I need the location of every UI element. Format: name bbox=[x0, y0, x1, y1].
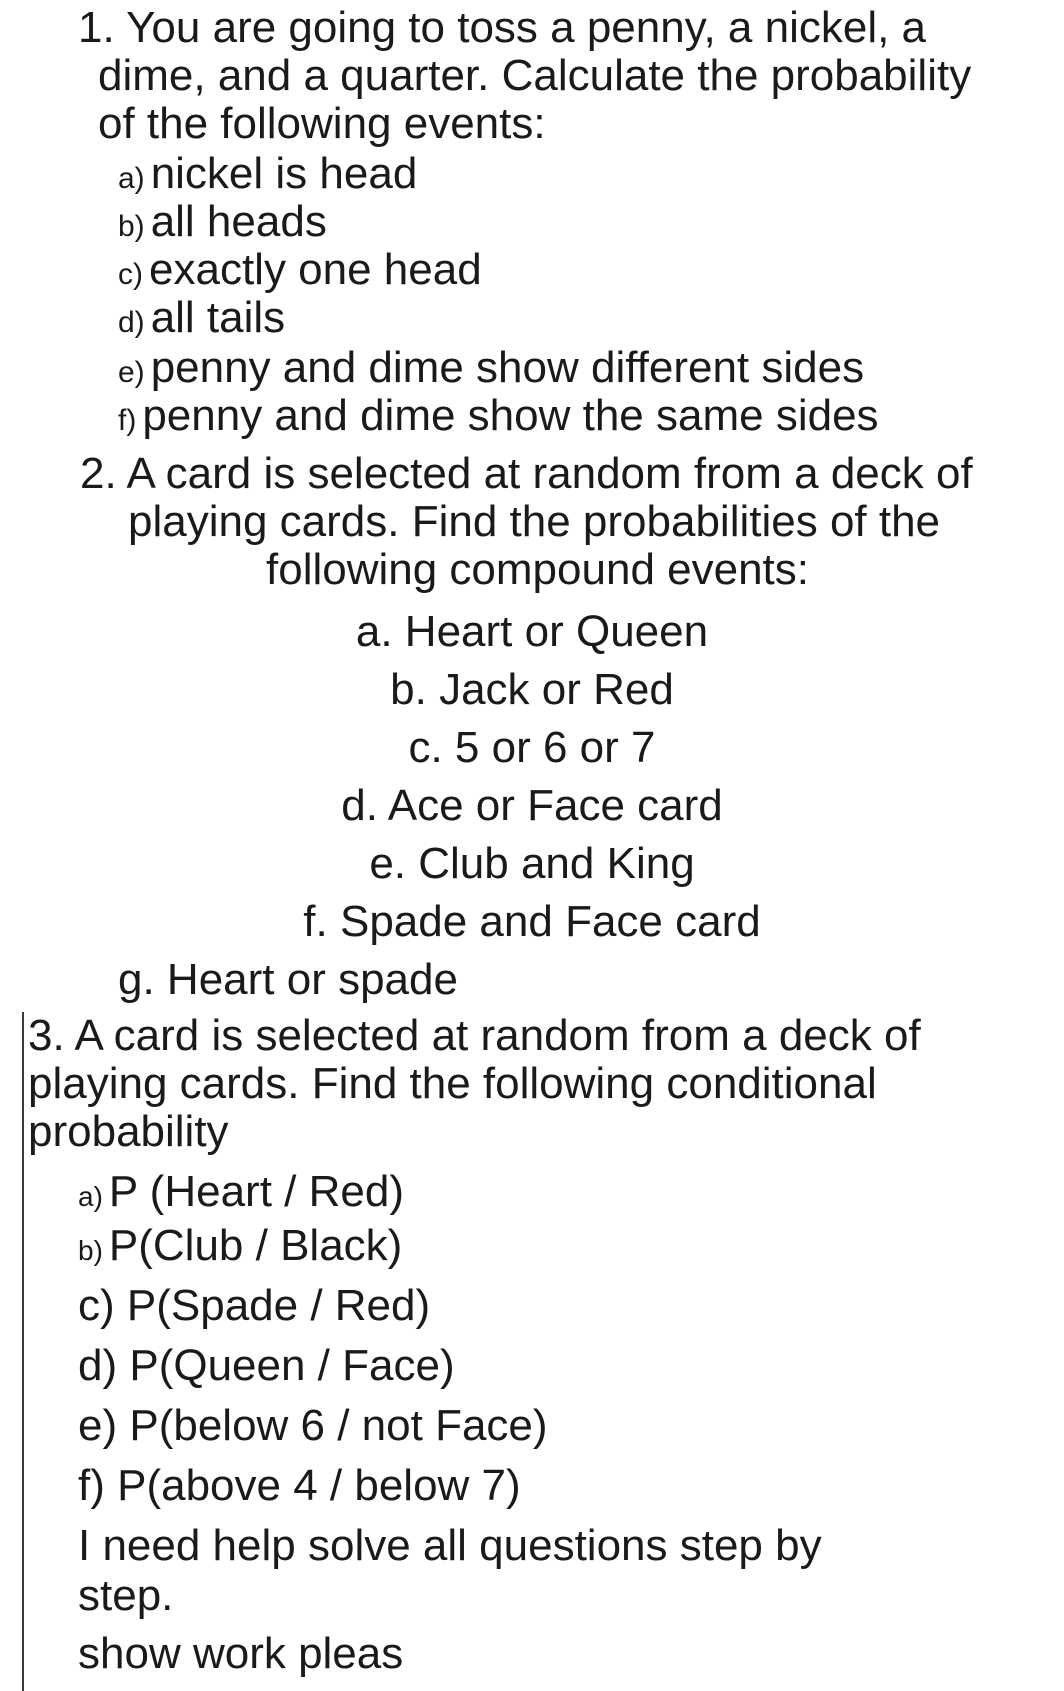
q1-item-e bbox=[118, 343, 865, 392]
q2-item-b: b. Jack or Red bbox=[390, 665, 674, 714]
q3-item-e: e) P(below 6 / not Face) bbox=[78, 1401, 548, 1450]
q2-line-1: 2. A card is selected at random from a deck of bbox=[80, 449, 973, 498]
q3-item-f: f) P(above 4 / below 7) bbox=[78, 1461, 521, 1510]
q1-item-c bbox=[118, 245, 482, 294]
q1-item-d-label: d) bbox=[118, 306, 145, 339]
q2-item-a: a. Heart or Queen bbox=[355, 607, 709, 656]
q3-item-b-text: P(Club / Black) bbox=[108, 1221, 403, 1270]
q1-line-2: dime, and a quarter. Calculate the probability bbox=[98, 51, 972, 100]
q1-item-a-text: nickel is head bbox=[150, 149, 418, 198]
q2-item-c: c. 5 or 6 or 7 bbox=[408, 723, 656, 772]
q3-line-2: playing cards. Find the following conditional bbox=[28, 1059, 877, 1108]
q3-item-b-label: b) bbox=[78, 1235, 103, 1266]
q1-item-c-label: c) bbox=[118, 258, 143, 291]
q2-line-2: playing cards. Find the probabilities of the bbox=[128, 497, 941, 546]
q1-item-d bbox=[118, 293, 286, 342]
q2-line-3: following compound events: bbox=[266, 545, 809, 594]
q1-item-f bbox=[118, 391, 879, 440]
q1-item-b bbox=[118, 197, 327, 246]
q1-item-e-text: penny and dime show different sides bbox=[150, 343, 865, 392]
q3-line-3: probability bbox=[28, 1107, 229, 1156]
q2-item-g: g. Heart or spade bbox=[118, 955, 458, 1004]
q3-line-1: 3. A card is selected at random from a deck of bbox=[28, 1011, 921, 1060]
q3-item-d: d) P(Queen / Face) bbox=[78, 1341, 455, 1390]
q3-item-a bbox=[78, 1167, 404, 1216]
q2-item-e: e. Club and King bbox=[369, 839, 695, 888]
request-line-1: I need help solve all questions step by bbox=[78, 1521, 822, 1570]
q1-item-f-text: penny and dime show the same sides bbox=[142, 391, 879, 440]
q1-item-c-text: exactly one head bbox=[149, 245, 482, 294]
q1-item-d-text: all tails bbox=[150, 293, 286, 342]
q1-item-f-label: f) bbox=[118, 404, 137, 437]
q1-item-e-label: e) bbox=[118, 356, 145, 389]
q2-item-d: d. Ace or Face card bbox=[341, 781, 723, 830]
q1-line-3: of the following events: bbox=[98, 99, 546, 148]
q1-line-1: 1. You are going to toss a penny, a nickel, a bbox=[78, 3, 927, 52]
q3-item-b bbox=[78, 1221, 403, 1270]
q3-item-a-label: a) bbox=[78, 1181, 103, 1212]
q1-item-a bbox=[118, 149, 418, 198]
request-line-3: show work pleas bbox=[78, 1629, 404, 1678]
left-margin-rule bbox=[22, 1012, 24, 1691]
q1-item-a-label: a) bbox=[118, 162, 145, 195]
q3-item-c: c) P(Spade / Red) bbox=[78, 1281, 431, 1330]
q1-item-b-label: b) bbox=[118, 210, 145, 243]
q1-item-b-text: all heads bbox=[150, 197, 327, 246]
request-line-2: step. bbox=[78, 1571, 174, 1620]
q3-item-a-text: P (Heart / Red) bbox=[108, 1167, 404, 1216]
q2-item-f: f. Spade and Face card bbox=[303, 897, 761, 946]
